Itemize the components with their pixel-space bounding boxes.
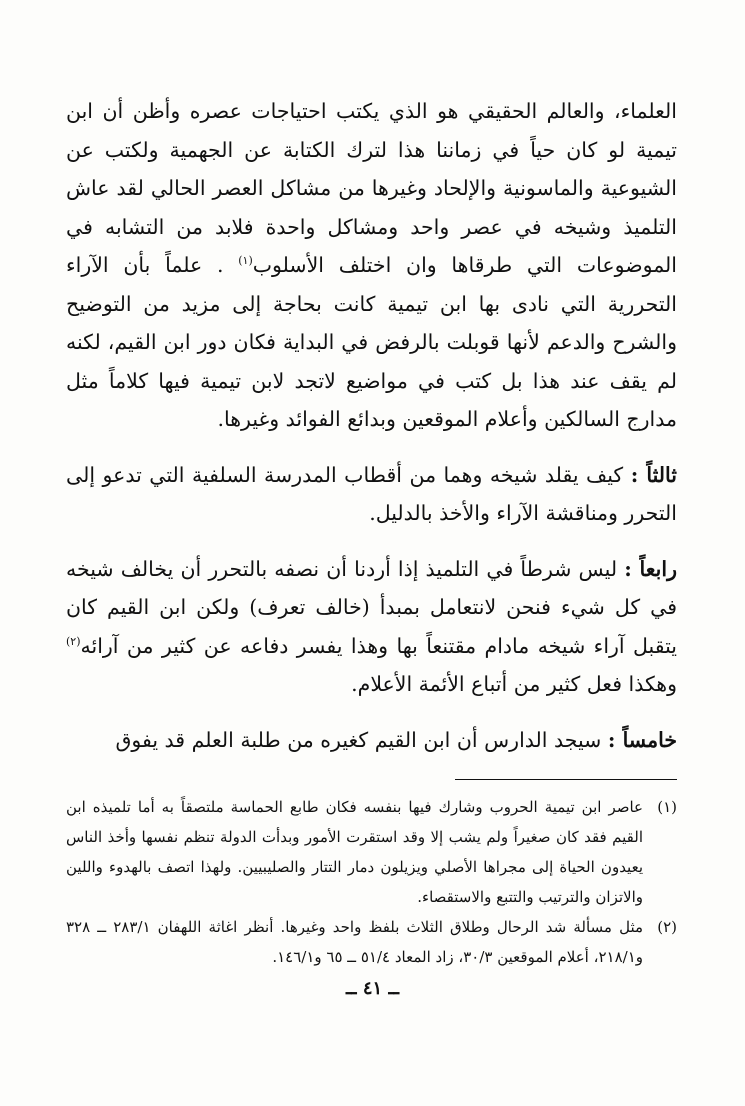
paragraph-4-text: سيجد الدارس أن ابن القيم كغيره من طلبة العلم قد يفوق — [115, 727, 608, 752]
footnote-2 — [66, 912, 677, 972]
paragraph-2-text: كيف يقلد شيخه وهما من أقطاب المدرسة السلفية التي تدعو إلى التحرر ومناقشة الآراء والأخذ بالدليل. — [66, 462, 677, 525]
paragraph-3-continuation: وهكذا فعل كثير من أتباع الأئمة الأعلام. — [351, 672, 677, 696]
footnote-ref-1: (١) — [238, 254, 253, 268]
paragraph-3 — [66, 550, 677, 704]
footnote-ref-2: (٢) — [66, 634, 81, 648]
paragraph-3-heading: رابعاً : — [624, 556, 677, 581]
page-number: ــ ٤١ ــ — [346, 978, 399, 999]
footnote-1-text: عاصر ابن تيمية الحروب وشارك فيها بنفسه فكان طابع الحماسة ملتصقاً به أما تلميذه ابن القيم فقد كان صغيراً ولم يشب إلا وقد استقرت الأمور وبدأت الدولة تنظم نفسها وأخذ الناس يعيدون الحياة إلى مجراها الأصلي ويزيلون دمار التتار والصليبيين. ولهذا اتصف بالهدوء واللين والاتزان والترتيب والتتبع والاستقصاء. — [66, 798, 643, 906]
footnotes — [66, 792, 677, 972]
paragraph-4 — [66, 721, 677, 760]
footnote-2-number: (٢) — [657, 918, 677, 936]
paragraph-1-continuation: . علماً بأن الآراء التحررية التي نادى بها ابن تيمية كانت بحاجة إلى مزيد من التوضيح والشرح والدعم لأنها قوبلت بالرفض في البداية فكان دور ابن القيم، لكنه لم يقف عند هذا بل كتب في مواضيع لاتجد لابن تيمية فيها كلاماً مثل مدارج السالكين وأعلام الموقعين وبدائع الفوائد وغيرها. — [66, 253, 677, 431]
footnote-1 — [66, 792, 677, 912]
paragraph-3-text: ليس شرطاً في التلميذ إذا أردنا أن نصفه بالتحرر أن يخالف شيخه في كل شيء فنحن لانتعامل بمبدأ (خالف تعرف) ولكن ابن القيم كان يتقبل آراء شيخه مادام مقتنعاً بها وهذا يفسر دفاعه عن كثير من آرائه — [66, 556, 677, 658]
paragraph-1-text: العلماء، والعالم الحقيقي هو الذي يكتب احتياجات عصره وأظن أن ابن تيمية لو كان حياً في زماننا هذا لترك الكتابة عن الجهمية ولكتب عن الشيوعية والماسونية والإلحاد وغيرها من مشاكل العصر الحالي لقد عاش التلميذ وشيخه في عصر واحد ومشاكل واحدة فلابد من التشابه في الموضوعات التي طرقاها وان اختلف الأسلوب — [66, 99, 678, 277]
paragraph-1 — [66, 92, 677, 439]
footnote-1-number: (١) — [657, 798, 677, 816]
paragraph-2-heading: ثالثاً : — [630, 462, 677, 487]
paragraph-4-heading: خامساً : — [607, 727, 677, 752]
paragraph-2 — [66, 456, 677, 533]
footnote-divider — [455, 779, 677, 780]
footnote-2-text: مثل مسألة شد الرحال وطلاق الثلاث بلفظ واحد وغيرها. أنظر اغاثة اللهفان ٢٨٣/١ ــ ٣٢٨ و٢١٨/١، أعلام الموقعين ٣٠/٣، زاد المعاد ٥١/٤ ــ ٦٥ و١٤٦/١. — [66, 918, 644, 966]
